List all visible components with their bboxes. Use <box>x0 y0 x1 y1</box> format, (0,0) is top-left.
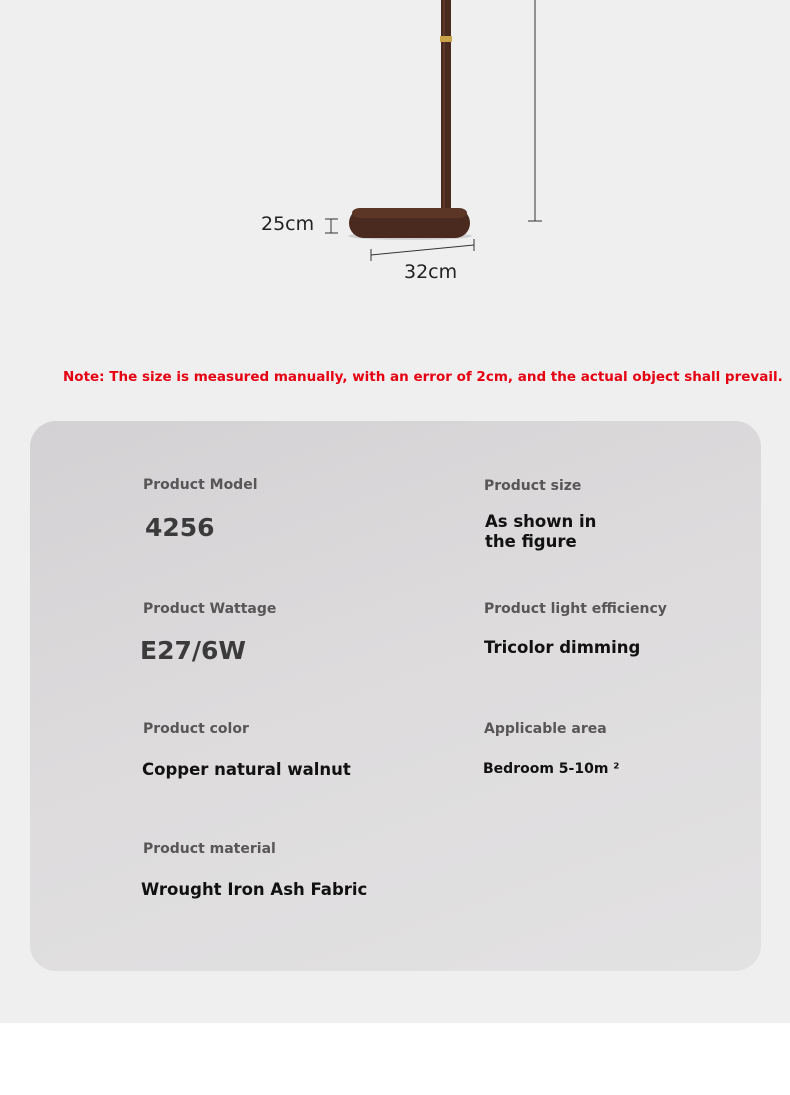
lamp-pole <box>441 0 451 212</box>
spec-material-label: Product material <box>143 841 276 857</box>
spec-area-label: Applicable area <box>484 721 607 737</box>
spec-wattage-label: Product Wattage <box>143 601 277 617</box>
lamp-illustration <box>0 0 790 330</box>
lamp-base-top <box>352 208 467 218</box>
spec-area-value: Bedroom 5-10m ² <box>483 761 620 777</box>
spec-color-label: Product color <box>143 721 249 737</box>
lamp-brass-ring <box>440 36 452 42</box>
spec-size-label: Product size <box>484 478 582 494</box>
spec-color-value: Copper natural walnut <box>142 760 351 779</box>
spec-efficiency-label: Product light efficiency <box>484 601 667 617</box>
spec-wattage-value: E27/6W <box>140 636 246 665</box>
spec-efficiency-value: Tricolor dimming <box>484 638 641 657</box>
spec-card <box>30 421 761 971</box>
base-width-line <box>371 245 474 255</box>
spec-model-label: Product Model <box>143 477 258 493</box>
spec-material-value: Wrought Iron Ash Fabric <box>141 880 368 899</box>
spec-model-value: 4256 <box>145 513 215 542</box>
lamp-pole-highlight <box>443 0 445 212</box>
base-width-label: 32cm <box>404 261 458 283</box>
base-height-label: 25cm <box>261 213 315 235</box>
measurement-note: Note: The size is measured manually, with an error of 2cm, and the actual object shall prevail. <box>63 369 783 385</box>
spec-size-value: As shown in the figure <box>485 512 597 551</box>
